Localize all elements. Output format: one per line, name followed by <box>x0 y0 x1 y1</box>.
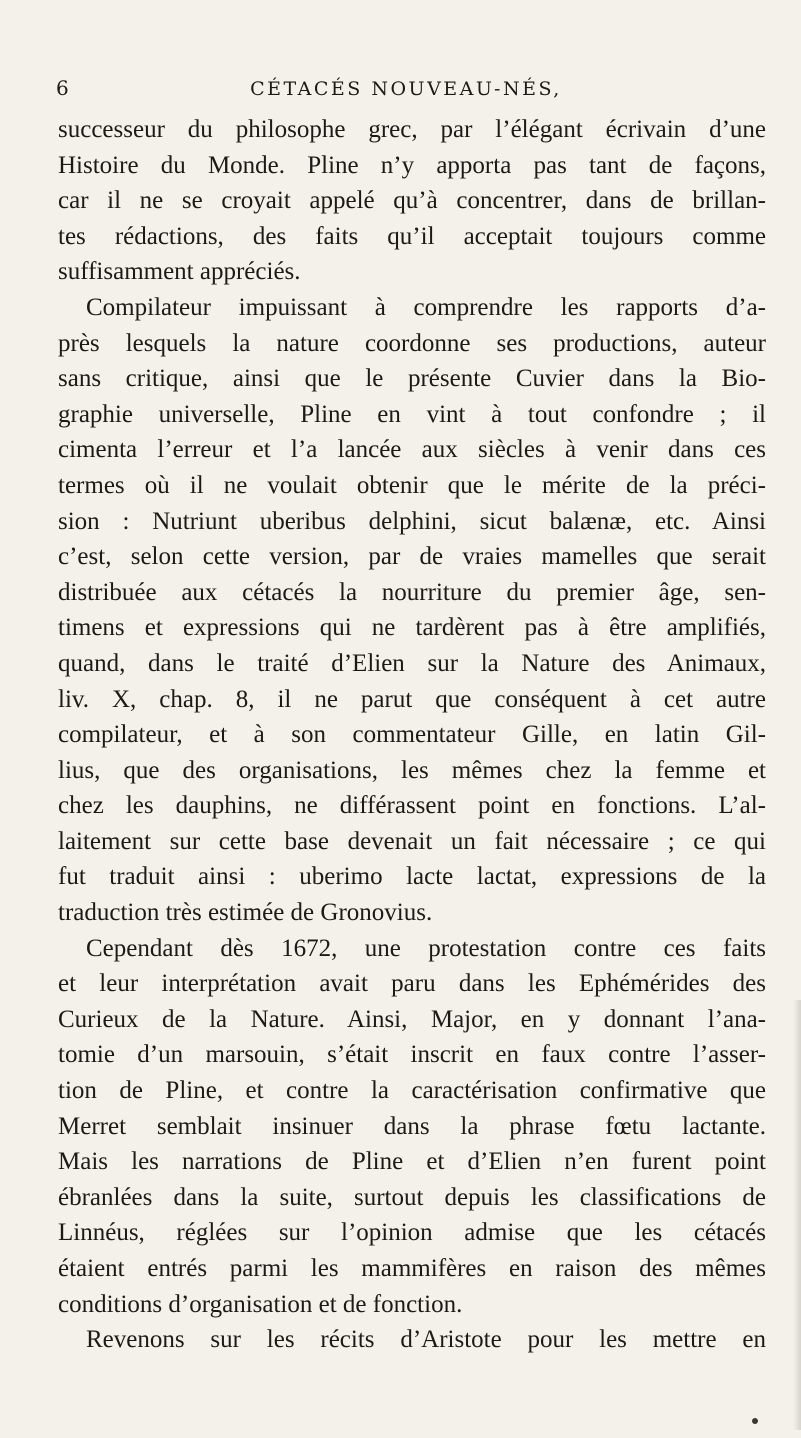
text-line: sion : Nutriunt uberibus delphini, sicut balænæ, etc. Ainsi <box>58 507 766 535</box>
text-line: Linnéus, réglées sur l’opinion admise que les cétacés <box>58 1219 766 1247</box>
text-line: Compilateur impuissant à comprendre les rapports d’a- <box>86 293 766 321</box>
text-line: laitement sur cette base devenait un fait nécessaire ; ce qui <box>58 827 766 855</box>
text-line: traduction très estimée de Gronovius. <box>58 899 433 927</box>
text-line: Curieux de la Nature. Ainsi, Major, en y donnant l’ana- <box>58 1005 766 1033</box>
text-line: compilateur, et à son commentateur Gille, en latin Gil- <box>58 721 766 749</box>
page-edge-shadow <box>793 1000 801 1430</box>
text-line: lius, que des organisations, les mêmes chez la femme et <box>58 756 766 784</box>
text-line: timens et expressions qui ne tardèrent pas à être amplifiés, <box>58 614 766 642</box>
text-line: Revenons sur les récits d’Aristote pour les mettre en <box>86 1326 766 1354</box>
text-line: ébranlées dans la suite, surtout depuis les classifications de <box>58 1183 766 1211</box>
ink-mark <box>752 1418 758 1424</box>
text-line: quand, dans le traité d’Elien sur la Nature des Animaux, <box>58 649 766 677</box>
text-line: chez les dauphins, ne différassent point en fonctions. L’al- <box>58 792 766 820</box>
text-line: termes où il ne voulait obtenir que le mérite de la préci- <box>58 471 766 499</box>
text-line: et leur interprétation avait paru dans les Ephémérides des <box>58 970 766 998</box>
body-text <box>58 112 766 1358</box>
text-line: liv. X, chap. 8, il ne parut que conséquent à cet autre <box>58 685 766 713</box>
page-header <box>56 76 756 106</box>
text-line: sans critique, ainsi que le présente Cuvier dans la Bio- <box>58 365 766 393</box>
text-line: tomie d’un marsouin, s’était inscrit en faux contre l’asser- <box>58 1041 766 1069</box>
text-line: car il ne se croyait appelé qu’à concentrer, dans de brillan- <box>58 187 766 215</box>
text-line: Histoire du Monde. Pline n’y apporta pas tant de façons, <box>58 151 766 179</box>
text-line: fut traduit ainsi : uberimo lacte lactat, expressions de la <box>58 863 766 891</box>
text-line: suffisamment appréciés. <box>58 258 301 286</box>
text-line: tion de Pline, et contre la caractérisation confirmative que <box>58 1077 766 1105</box>
text-line: distribuée aux cétacés la nourriture du premier âge, sen- <box>58 578 766 606</box>
running-head: CÉTACÉS NOUVEAU-NÉS, <box>250 78 562 100</box>
text-line: cimenta l’erreur et l’a lancée aux siècles à venir dans ces <box>58 436 766 464</box>
text-line: Mais les narrations de Pline et d’Elien n’en furent point <box>58 1148 766 1176</box>
text-line: graphie universelle, Pline en vint à tout confondre ; il <box>58 400 766 428</box>
text-line: étaient entrés parmi les mammifères en raison des mêmes <box>58 1255 766 1282</box>
text-line: conditions d’organisation et de fonction. <box>58 1290 463 1318</box>
text-line: tes rédactions, des faits qu’il acceptait toujours comme <box>58 222 766 250</box>
text-line: Cependant dès 1672, une protestation contre ces faits <box>86 934 766 962</box>
text-line: successeur du philosophe grec, par l’élégant écrivain d’une <box>58 116 766 143</box>
text-line: c’est, selon cette version, par de vraies mamelles que serait <box>58 543 766 571</box>
text-line: Merret semblait insinuer dans la phrase fœtu lactante. <box>58 1112 766 1140</box>
text-line: près lesquels la nature coordonne ses productions, auteur <box>58 329 766 357</box>
page-number: 6 <box>56 76 69 100</box>
